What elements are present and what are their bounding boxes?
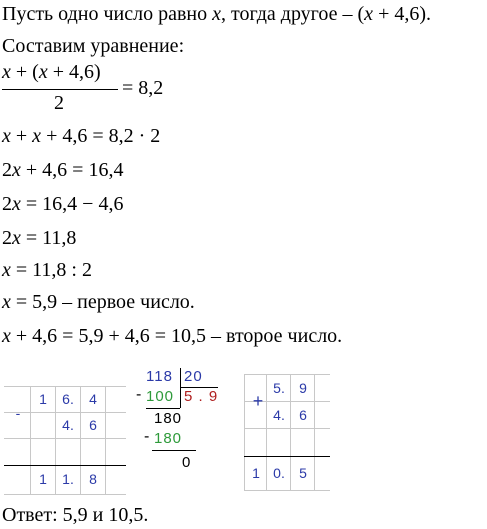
addition-digit: 4. — [273, 407, 285, 423]
line-step2: 2x + 4,6 = 16,4 — [2, 159, 124, 181]
fraction-rhs: = 8,2 — [122, 77, 164, 99]
line-first-number: x = 5,9 – первое число. — [2, 291, 195, 313]
line-step3: 2x = 16,4 − 4,6 — [2, 193, 124, 215]
division-divisor: 20 — [184, 368, 203, 385]
division-subtrahend-1: 100 — [146, 388, 175, 405]
addition-result-digit: 5 — [299, 465, 307, 481]
fraction-numerator: x + (x + 4,6) — [2, 61, 101, 83]
addition-operator: + — [252, 391, 264, 411]
line-compose: Составим уравнение: — [2, 35, 185, 57]
subtraction-digit: 4 — [89, 391, 97, 407]
line-step5: x = 11,8 : 2 — [2, 259, 92, 281]
division-minus-operator: - — [136, 386, 142, 403]
division-dividend: 118 — [146, 368, 173, 385]
division-subtrahend-2: 180 — [154, 430, 183, 447]
subtraction-result-digit: 1. — [62, 471, 74, 487]
subtraction-digit: 6 — [89, 417, 97, 433]
answer-line: Ответ: 5,9 и 10,5. — [2, 504, 149, 526]
long-division — [134, 368, 224, 508]
division-remainder-2: 0 — [182, 454, 192, 471]
addition-result-digit: 1 — [252, 465, 260, 481]
subtraction-digit: 6. — [62, 391, 74, 407]
line-intro: Пусть одно число равно x, тогда другое – (x + 4,6). — [2, 3, 432, 25]
fraction-denominator: 2 — [54, 92, 64, 114]
subtraction-digit: 1 — [39, 391, 47, 407]
addition-digit: 5. — [273, 380, 285, 396]
subtraction-operator: - — [15, 405, 21, 421]
division-quotient: 5 . 9 — [184, 388, 219, 405]
addition-result-digit: 0. — [273, 465, 285, 481]
line-second-number: x + 4,6 = 5,9 + 4,6 = 10,5 – второе число. — [2, 325, 343, 347]
fraction-bar — [2, 89, 118, 90]
addition-digit: 6 — [299, 407, 307, 423]
line-step4: 2x = 11,8 — [2, 227, 77, 249]
subtraction-digit: 4. — [62, 417, 74, 433]
division-minus-operator: - — [144, 428, 150, 445]
division-remainder-1: 180 — [154, 410, 183, 427]
subtraction-result-digit: 8 — [89, 471, 97, 487]
column-subtraction — [4, 386, 126, 496]
line-step1: x + x + 4,6 = 8,2 · 2 — [2, 125, 161, 147]
column-addition — [244, 374, 330, 490]
addition-digit: 9 — [299, 380, 307, 396]
subtraction-result-digit: 1 — [39, 471, 47, 487]
